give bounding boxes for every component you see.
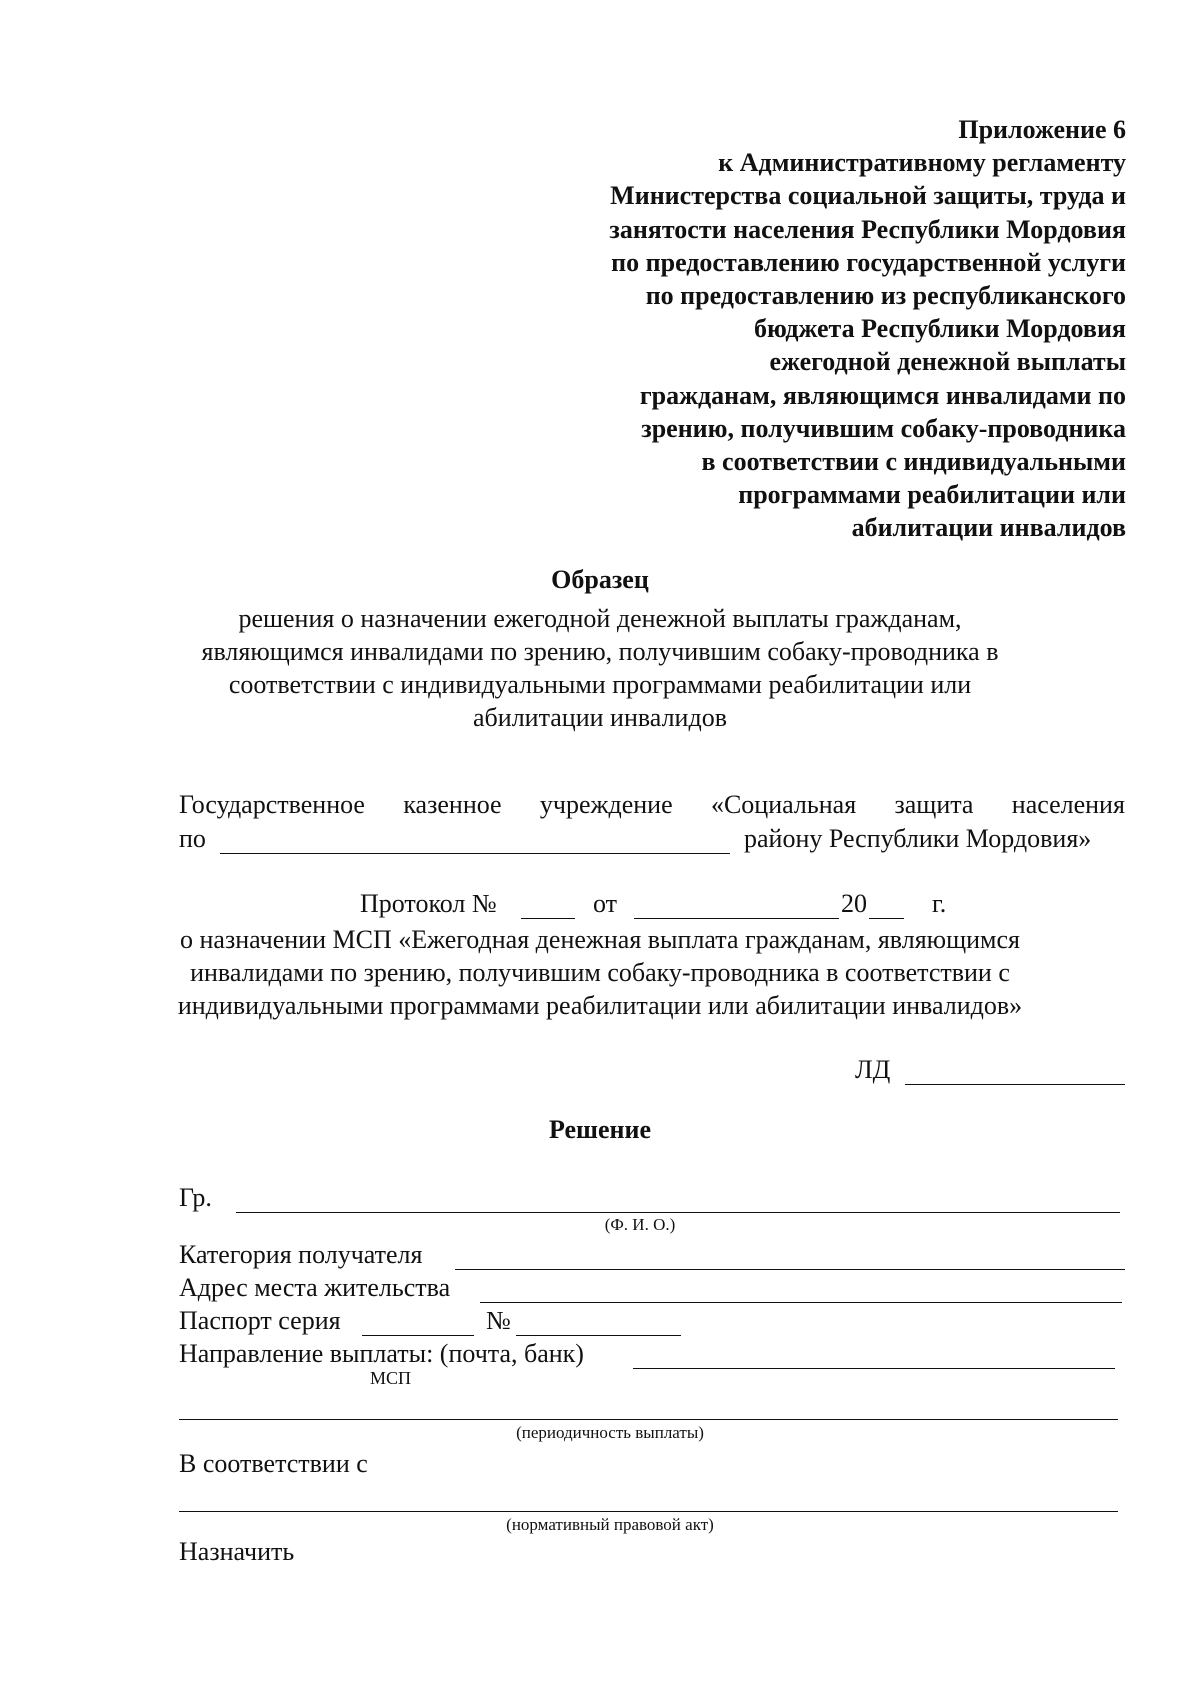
sample-line: соответствии с индивидуальными программами реабилитации или <box>228 670 972 699</box>
appendix-line: программами реабилитации или <box>738 480 1126 510</box>
periodicity-blank[interactable] <box>179 1419 1118 1420</box>
sample-line: являющимся инвалидами по зрению, получившим собаку-проводника в <box>201 637 999 666</box>
institution-word: «Социальная <box>710 790 857 819</box>
sample-line: абилитации инвалидов <box>473 703 727 732</box>
payment-direction-label: Направление выплаты: (почта, банк) <box>179 1339 584 1368</box>
appendix-line: ежегодной денежной выплаты <box>769 347 1126 377</box>
institution-word: учреждение <box>539 790 673 819</box>
personal-file-blank[interactable] <box>905 1084 1125 1085</box>
fio-caption: (Ф. И. О.) <box>604 1215 676 1234</box>
passport-series-blank[interactable] <box>362 1335 474 1336</box>
payment-direction-blank[interactable] <box>633 1368 1115 1369</box>
category-blank[interactable] <box>455 1269 1125 1270</box>
sample-description <box>130 602 1070 734</box>
institution-word: защита <box>894 790 974 819</box>
institution-suffix: району Республики Мордовия» <box>744 824 1092 853</box>
appendix-line: занятости населения Республики Мордовия <box>609 214 1126 244</box>
institution-word: казенное <box>403 790 502 819</box>
appendix-line: в соответствии с индивидуальными <box>701 447 1126 477</box>
protocol-date-blank[interactable] <box>634 918 839 919</box>
address-label: Адрес места жительства <box>179 1273 451 1302</box>
protocol-description <box>130 923 1070 1022</box>
institution-word: Государственное <box>179 790 365 819</box>
passport-number-blank[interactable] <box>516 1335 681 1336</box>
legal-act-caption: (нормативный правовой акт) <box>506 1515 714 1534</box>
protocol-number-blank[interactable] <box>521 918 575 919</box>
appendix-line: абилитации инвалидов <box>851 513 1126 543</box>
institution-po-label: по <box>179 824 206 853</box>
passport-series-label: Паспорт серия <box>179 1306 341 1335</box>
periodicity-caption: (периодичность выплаты) <box>516 1423 704 1442</box>
sample-title: Образец <box>551 565 649 594</box>
protocol-year-prefix: 20 <box>841 889 867 918</box>
msp-label: МСП <box>370 1368 412 1388</box>
appendix-header <box>506 113 1126 545</box>
protocol-from-label: от <box>593 889 618 918</box>
protocol-label: Протокол № <box>360 889 497 918</box>
protocol-year-blank[interactable] <box>869 918 904 919</box>
institution-word: населения <box>1011 790 1125 819</box>
protocol-line: о назначении МСП «Ежегодная денежная выплата гражданам, являющимся <box>180 925 1020 954</box>
protocol-year-suffix: г. <box>932 889 947 918</box>
appendix-line: бюджета Республики Мордовия <box>753 314 1126 344</box>
address-blank[interactable] <box>480 1302 1122 1303</box>
citizen-name-blank[interactable] <box>236 1212 1120 1213</box>
protocol-line: индивидуальными программами реабилитации или абилитации инвалидов» <box>177 991 1023 1020</box>
accordance-label: В соответствии с <box>179 1449 368 1478</box>
category-label: Категория получателя <box>179 1240 423 1269</box>
passport-number-label: № <box>486 1306 511 1335</box>
citizen-label: Гр. <box>179 1183 212 1212</box>
appendix-line: Министерства социальной защиты, труда и <box>610 181 1126 211</box>
district-blank-line[interactable] <box>220 853 730 854</box>
appendix-line: гражданам, являющимся инвалидами по <box>639 380 1126 410</box>
personal-file-label: ЛД <box>855 1055 891 1084</box>
decision-title: Решение <box>548 1115 652 1144</box>
assign-label: Назначить <box>179 1537 295 1566</box>
appendix-line: Приложение 6 <box>958 115 1126 144</box>
appendix-line: к Административному регламенту <box>718 148 1126 178</box>
appendix-line: по предоставлению из республиканского <box>645 281 1126 311</box>
institution-line <box>179 790 1125 820</box>
sample-line: решения о назначении ежегодной денежной выплаты гражданам, <box>238 604 962 633</box>
appendix-line: зрению, получившим собаку-проводника <box>641 413 1126 443</box>
appendix-line: по предоставлению государственной услуги <box>611 247 1126 277</box>
protocol-line: инвалидами по зрению, получившим собаку-проводника в соответствии с <box>190 958 1010 987</box>
legal-act-blank[interactable] <box>179 1511 1118 1512</box>
